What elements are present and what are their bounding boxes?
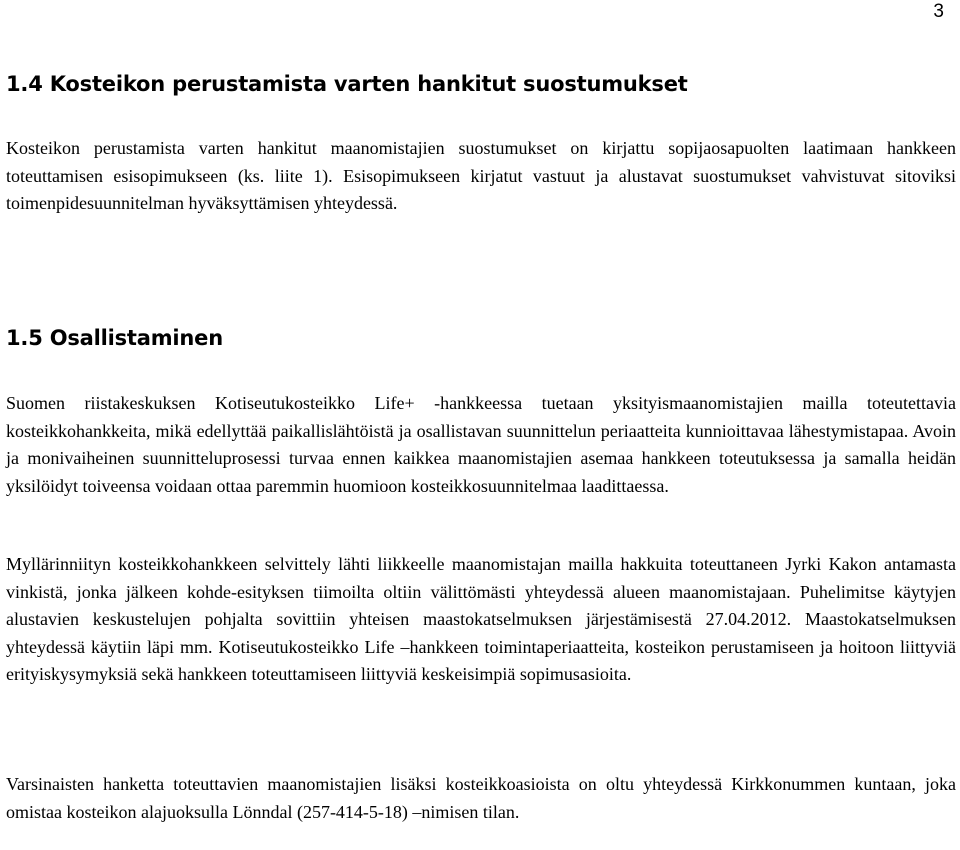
section-heading-1-4: 1.4 Kosteikon perustamista varten hankitut suostumukset: [6, 72, 688, 96]
section-1-5-paragraph-1: Suomen riistakeskuksen Kotiseutukosteikko Life+ -hankkeessa tuetaan yksityismaanomistajien mailla toteutettavia kosteikkohankkeita, mikä edellyttää paikallislähtöistä ja osallistavan suunnittelun periaatteita kunnioittavaa lähestymistapaa. Avoin ja monivaiheinen suunnitteluprosessi turvaa ennen kaikkea maanomistajien asemaa hankkeen toteutuksessa ja samalla heidän yksilöidyt toiveensa voidaan ottaa paremmin huomioon kosteikkosuunnitelmaa laadittaessa.: [6, 393, 956, 496]
section-heading-1-5: 1.5 Osallistaminen: [6, 326, 223, 350]
section-1-5-paragraph-2: Myllärinniityn kosteikkohankkeen selvittely lähti liikkeelle maanomistajan mailla hakkuita toteuttaneen Jyrki Kakon antamasta vinkistä, jonka jälkeen kohde-esityksen tiimoilta oltiin välittömästi yhteydessä alueen maanomistajaan. Puhelimitse käytyjen alustavien keskustelujen pohjalta sovittiin yhteisen maastokatselmuksen järjestämisestä 27.04.2012. Maastokatselmuksen yhteydessä käytiin läpi mm. Kotiseutukosteikko Life –hankkeen toimintaperiaatteita, kosteikon perustamiseen ja hoitoon liittyviä erityiskysymyksiä sekä hankkeen toteuttamiseen liittyviä keskeisimpiä sopimusasioita.: [6, 554, 956, 684]
section-1-4-paragraph: Kosteikon perustamista varten hankitut maanomistajien suostumukset on kirjattu sopijaosapuolten laatimaan hankkeen toteuttamisen esisopimukseen (ks. liite 1). Esisopimukseen kirjatut vastuut ja alustavat suostumukset vahvistuvat sitoviksi toimenpidesuunnitelman hyväksyttämisen yhteydessä.: [6, 138, 956, 213]
page-number: 3: [933, 1, 944, 22]
section-1-5-paragraph-3: Varsinaisten hanketta toteuttavien maanomistajien lisäksi kosteikkoasioista on oltu yhteydessä Kirkkonummen kuntaan, joka omistaa kosteikon alajuoksulla Lönndal (257-414-5-18) –nimisen tilan.: [6, 774, 956, 822]
